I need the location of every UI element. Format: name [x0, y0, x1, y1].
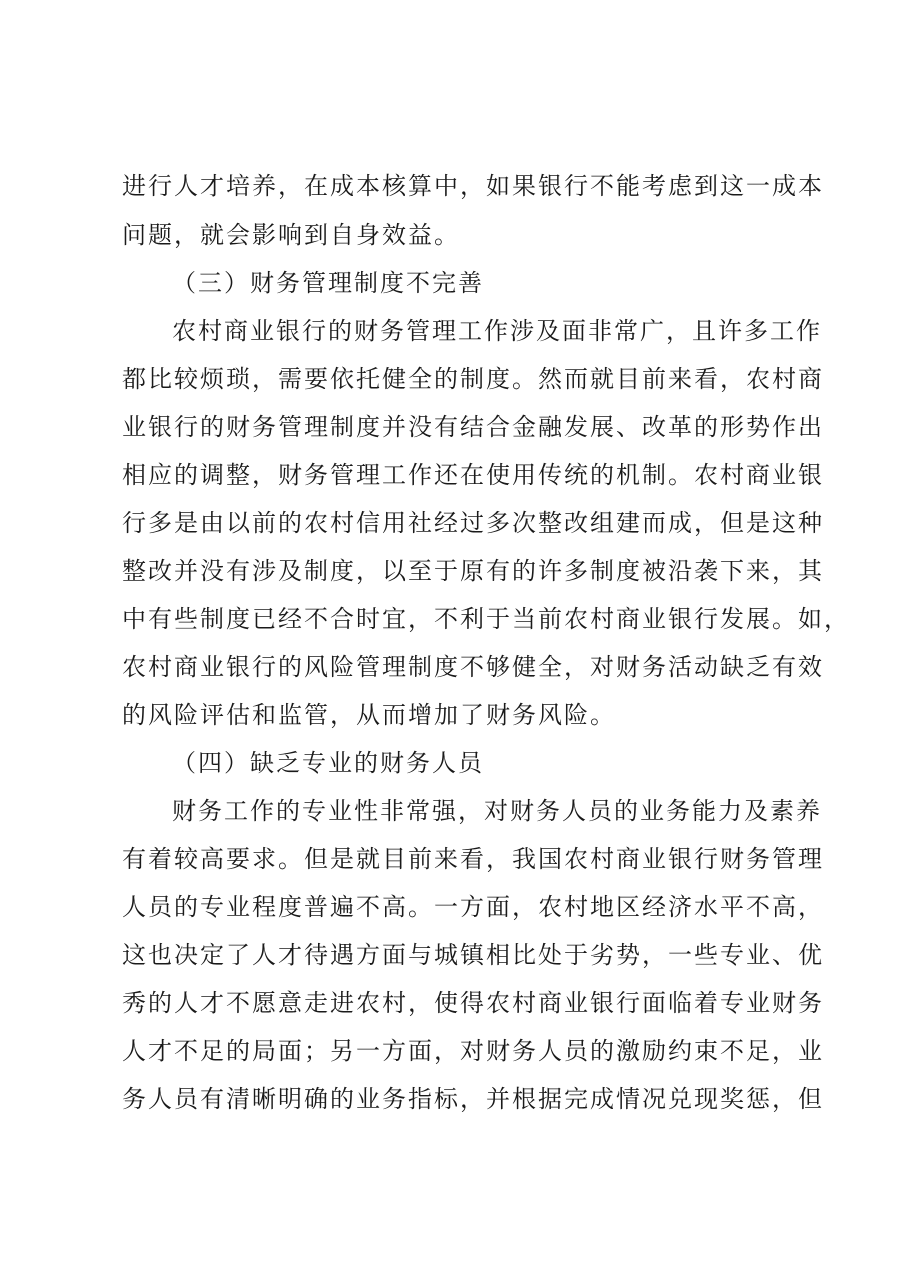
- section-heading: （三）财务管理制度不完善: [172, 269, 484, 297]
- body-line: 中有些制度已经不合时宜，不利于当前农村商业银行发展。如，: [122, 605, 850, 633]
- body-line: 进行人才培养，在成本核算中，如果银行不能考虑到这一成本: [122, 172, 824, 200]
- body-line: 的风险评估和监管，从而增加了财务风险。: [122, 701, 616, 729]
- body-line: 都比较烦琐，需要依托健全的制度。然而就目前来看，农村商: [122, 365, 824, 393]
- body-line: 务人员有清晰明确的业务指标，并根据完成情况兑现奖惩，但: [122, 1085, 824, 1113]
- body-line: 人员的专业程度普遍不高。一方面，农村地区经济水平不高，: [122, 893, 824, 921]
- body-line: 相应的调整，财务管理工作还在使用传统的机制。农村商业银: [122, 461, 824, 489]
- body-line: 财务工作的专业性非常强，对财务人员的业务能力及素养: [172, 797, 822, 825]
- section-heading: （四）缺乏专业的财务人员: [172, 749, 484, 777]
- body-line: 秀的人才不愿意走进农村，使得农村商业银行面临着专业财务: [122, 989, 824, 1017]
- body-line: 问题，就会影响到自身效益。: [122, 221, 460, 249]
- body-line: 整改并没有涉及制度，以至于原有的许多制度被沿袭下来，其: [122, 557, 824, 585]
- body-line: 业银行的财务管理制度并没有结合金融发展、改革的形势作出: [122, 413, 824, 441]
- body-line: 这也决定了人才待遇方面与城镇相比处于劣势，一些专业、优: [122, 941, 824, 969]
- body-line: 人才不足的局面；另一方面，对财务人员的激励约束不足，业: [122, 1037, 824, 1065]
- body-line: 农村商业银行的财务管理工作涉及面非常广，且许多工作: [172, 317, 822, 345]
- body-line: 有着较高要求。但是就目前来看，我国农村商业银行财务管理: [122, 845, 824, 873]
- body-line: 行多是由以前的农村信用社经过多次整改组建而成，但是这种: [122, 509, 824, 537]
- body-line: 农村商业银行的风险管理制度不够健全，对财务活动缺乏有效: [122, 653, 824, 681]
